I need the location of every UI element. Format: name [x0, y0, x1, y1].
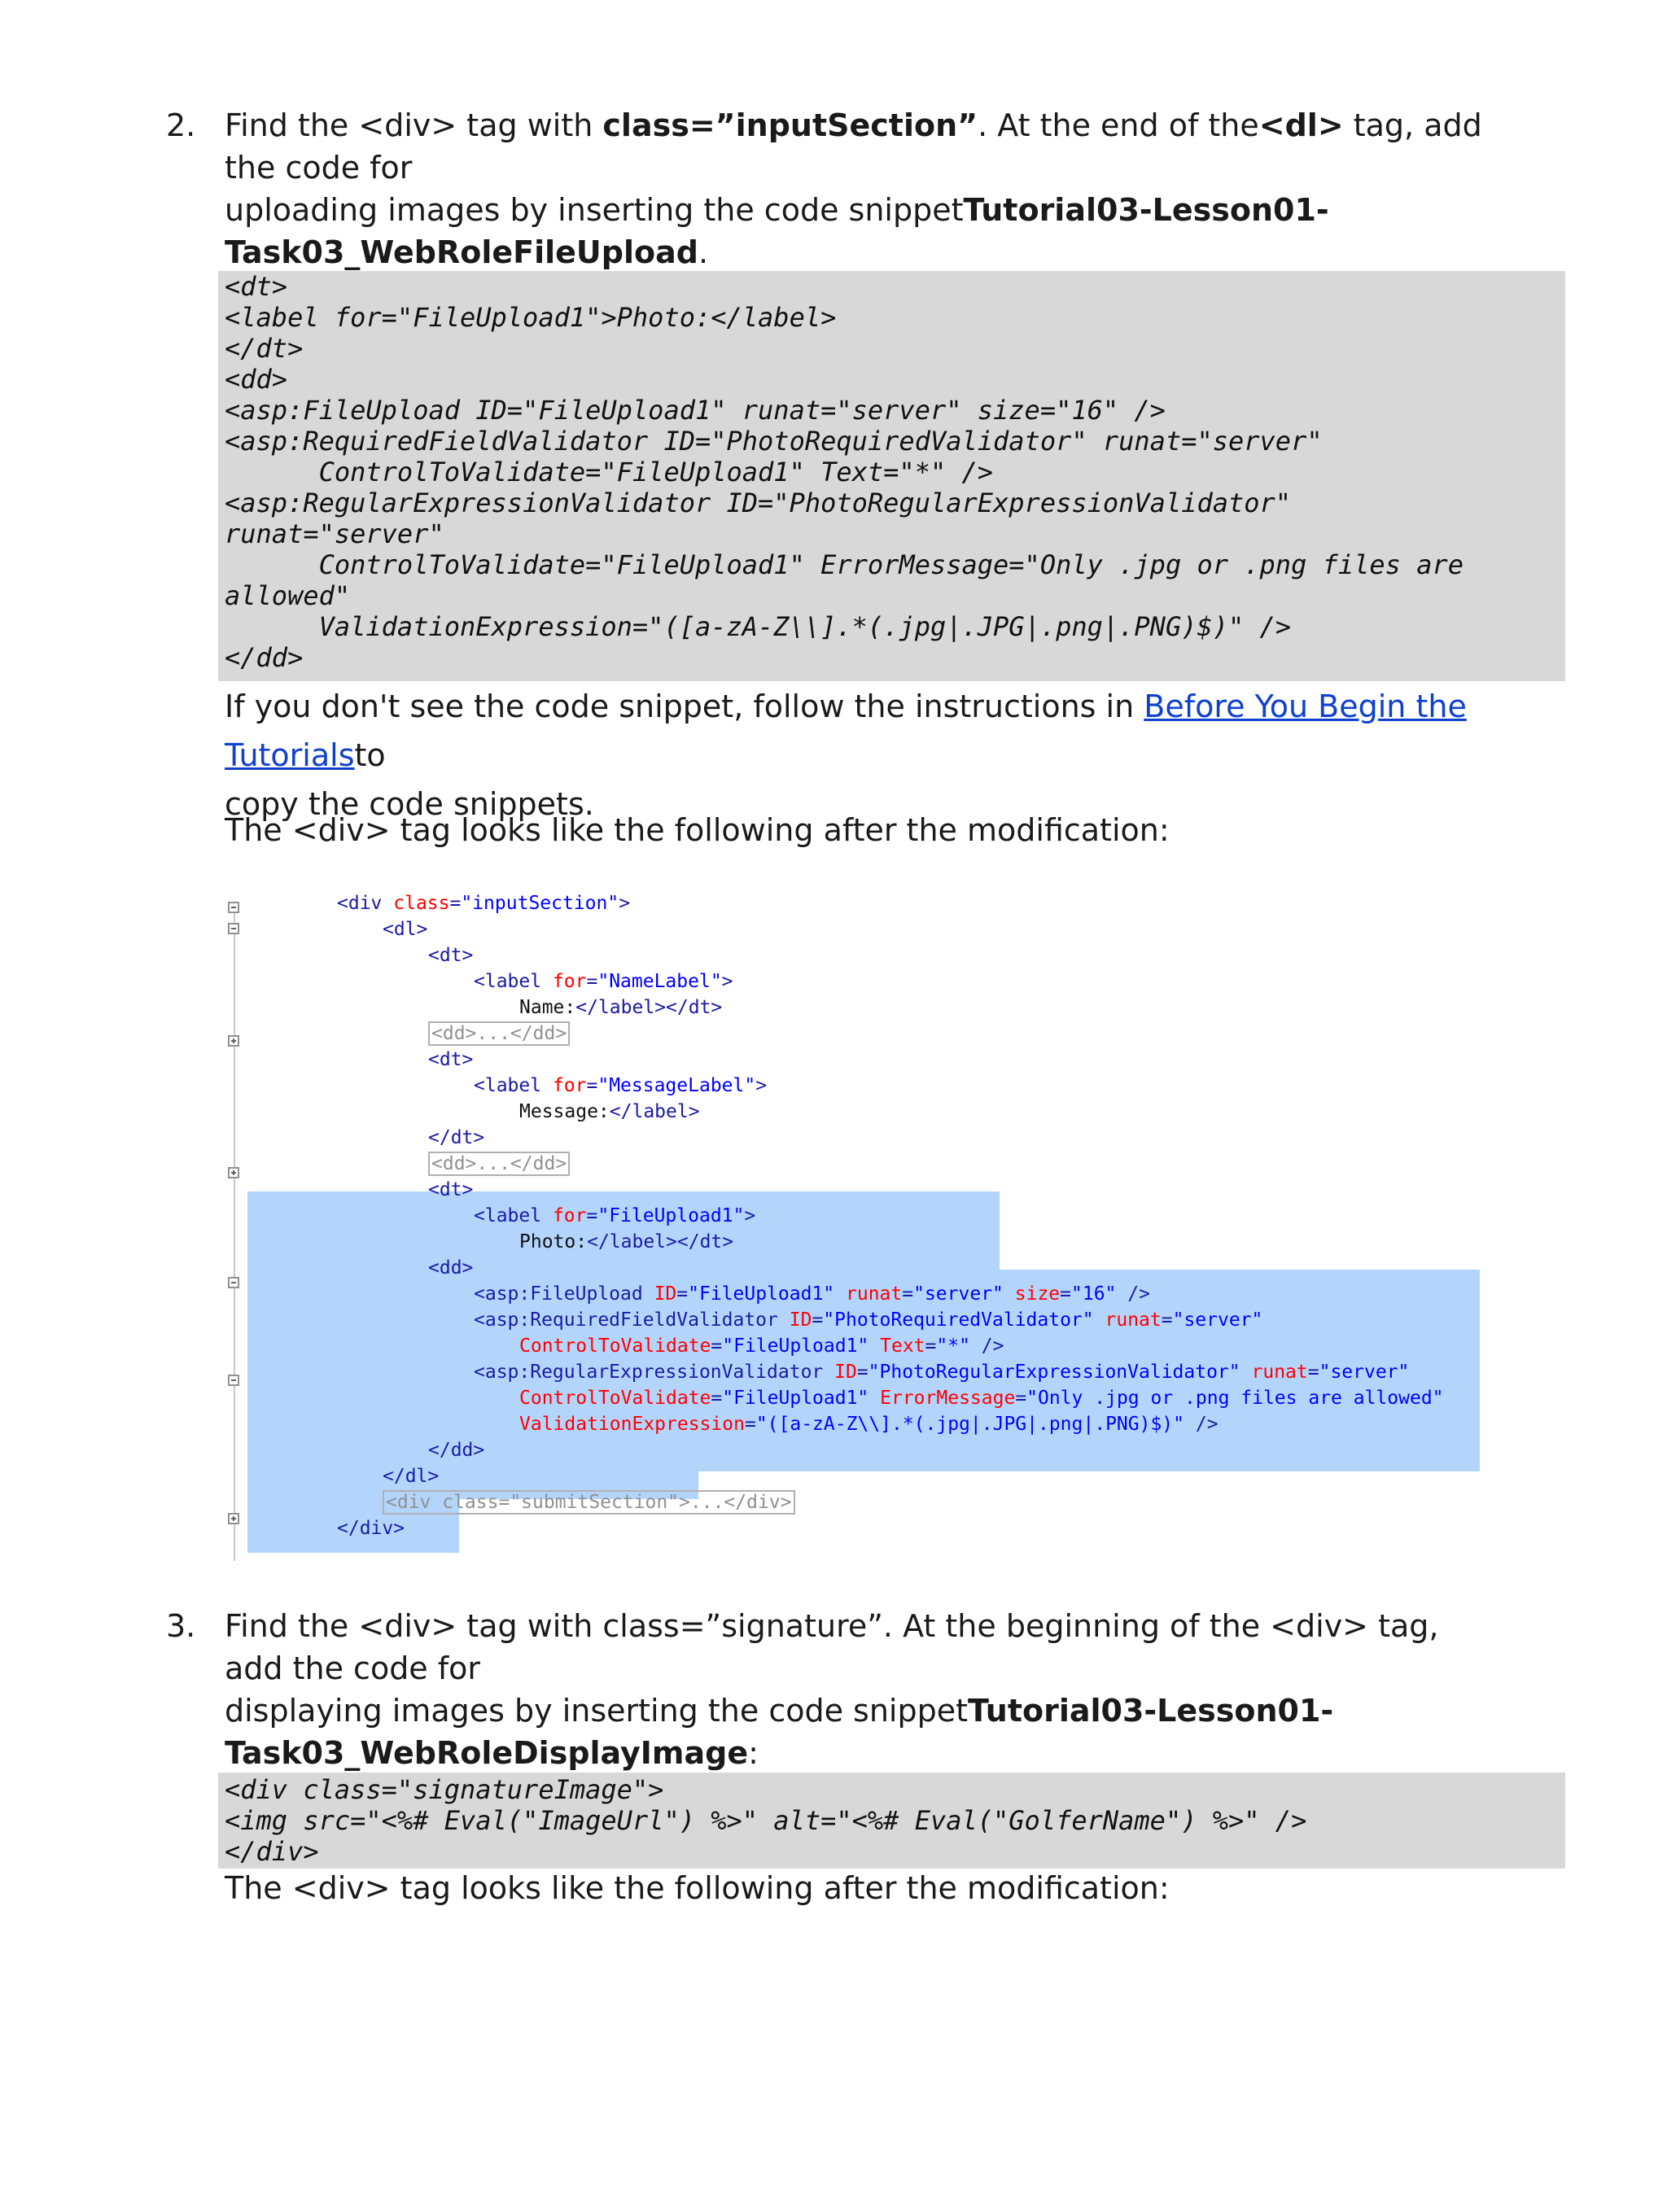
snippet-note	[225, 682, 1494, 828]
code-line: <dl>	[383, 919, 428, 940]
expand-icon[interactable]	[228, 1513, 239, 1524]
code-line: allowed"	[225, 580, 351, 611]
step-number: 3.	[166, 1608, 196, 1644]
step3-line3: Task03_WebRoleDisplayImage:	[225, 1735, 759, 1771]
code-line: <asp:RegularExpressionValidator ID="PhotoRegularExpressionValidator" runat="server"	[474, 1362, 1410, 1383]
collapse-icon[interactable]	[228, 1375, 239, 1386]
code-line: <dt>	[428, 1049, 474, 1070]
code-line: ValidationExpression="([a-zA-Z\\].*(.jpg|.JPG|.png|.PNG)$)" />	[225, 611, 1292, 642]
collapse-icon[interactable]	[228, 902, 239, 913]
before-you-begin-link[interactable]: Before You Begin the Tutorials	[225, 689, 1467, 773]
code-line: </div>	[337, 1518, 405, 1539]
note-line1: If you don't see the code snippet, follow the instructions in Before You Begin the Tutorialsto	[225, 689, 1467, 773]
code-line: <asp:RequiredFieldValidator ID="PhotoRequiredValidator" runat="server"	[474, 1309, 1263, 1331]
step3-line2: displaying images by inserting the code snippetTutorial03-Lesson01-	[225, 1693, 1334, 1729]
code-line: runat="server"	[225, 518, 444, 549]
code-editor-screenshot	[218, 887, 1508, 1571]
code-line: <asp:RegularExpressionValidator ID="PhotoRegularExpressionValidator"	[225, 487, 1292, 518]
expand-icon[interactable]	[228, 1035, 239, 1047]
code-line: <asp:FileUpload ID="FileUpload1" runat="server" size="16" />	[225, 395, 1166, 426]
code-line: </dl>	[383, 1466, 440, 1487]
code-line: </dd>	[225, 642, 304, 673]
expand-icon[interactable]	[228, 1167, 239, 1178]
step3-line1: Find the <div> tag with class=”signature”. At the beginning of the <div> tag, add the code for	[225, 1608, 1439, 1686]
code-line: <dd>	[428, 1257, 474, 1279]
code-snippet-display-image	[218, 1773, 1565, 1869]
code-line: <label for="FileUpload1">Photo:</label>	[225, 302, 837, 333]
code-line	[428, 1151, 570, 1177]
code-line: <asp:RequiredFieldValidator ID="PhotoRequiredValidator" runat="server"	[225, 426, 1323, 457]
step-number: 2.	[166, 107, 196, 143]
collapse-icon[interactable]	[228, 923, 239, 934]
code-line: ValidationExpression="([a-zA-Z\\].*(.jpg|.JPG|.png|.PNG)$)" />	[519, 1414, 1219, 1435]
note-line2: copy the code snippets.	[225, 786, 594, 822]
collapse-icon[interactable]	[228, 1277, 239, 1288]
step2-line1: Find the <div> tag with class=”inputSection”. At the end of the<dl> tag, add the code for	[225, 107, 1482, 186]
code-line: ControlToValidate="FileUpload1" Text="*" />	[519, 1336, 1004, 1357]
code-line: Photo:</label></dt>	[519, 1231, 734, 1252]
step2-line2: uploading images by inserting the code snippetTutorial03-Lesson01-	[225, 192, 1329, 228]
code-line: <label for="MessageLabel">	[474, 1075, 768, 1096]
code-line: ControlToValidate="FileUpload1" ErrorMessage="Only .jpg or .png files are	[225, 549, 1464, 580]
code-line: ControlToValidate="FileUpload1" Text="*" />	[225, 457, 994, 487]
collapsed-region[interactable]: <dd>...</dd>	[428, 1152, 570, 1176]
code-line: <div class="inputSection">	[337, 893, 631, 914]
outline-gutter	[234, 902, 235, 1561]
after-modification-text: The <div> tag looks like the following after the modification:	[225, 812, 1170, 848]
code-line: Message:</label>	[519, 1101, 700, 1122]
code-line: <dd>	[225, 364, 288, 395]
code-line: <dt>	[428, 945, 474, 966]
step3-instructions	[225, 1605, 1494, 1774]
code-line: </dd>	[428, 1440, 485, 1461]
code-line: <div class="signatureImage">	[225, 1774, 664, 1805]
code-line: <dt>	[225, 271, 288, 302]
code-snippet-upload	[218, 271, 1565, 681]
step2-instructions	[225, 104, 1494, 273]
after-modification-text: The <div> tag looks like the following after the modification:	[225, 1870, 1170, 1906]
code-line	[428, 1021, 570, 1047]
code-line: <label for="NameLabel">	[474, 971, 733, 992]
code-line: </div>	[225, 1836, 319, 1867]
code-line: <asp:FileUpload ID="FileUpload1" runat="server" size="16" />	[474, 1283, 1150, 1305]
code-line	[383, 1489, 795, 1515]
code-line: <dt>	[428, 1179, 474, 1200]
code-line: ControlToValidate="FileUpload1" ErrorMessage="Only .jpg or .png files are allowed"	[519, 1388, 1444, 1409]
code-line: </dt>	[225, 333, 304, 364]
collapsed-region[interactable]: <dd>...</dd>	[428, 1021, 570, 1046]
step2-line3: Task03_WebRoleFileUpload.	[225, 234, 709, 270]
code-line: <img src="<%# Eval("ImageUrl") %>" alt="<%# Eval("GolferName") %>" />	[225, 1805, 1307, 1836]
collapsed-region[interactable]: <div class="submitSection">...</div>	[383, 1490, 795, 1515]
code-line: </dt>	[428, 1127, 485, 1148]
code-line: <label for="FileUpload1">	[474, 1205, 756, 1226]
code-line: Name:</label></dt>	[519, 997, 723, 1018]
